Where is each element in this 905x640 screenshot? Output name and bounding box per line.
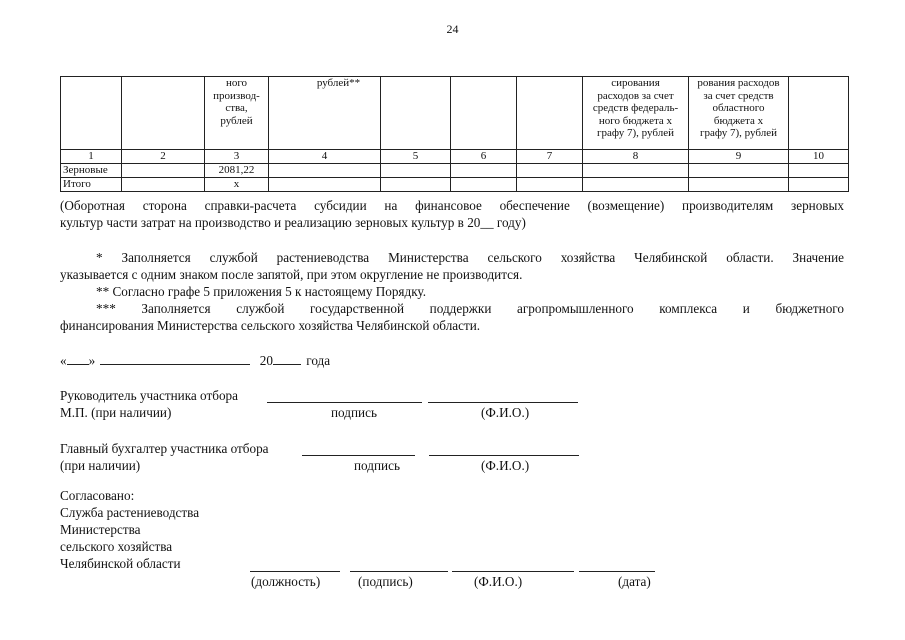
approval-caption-signature: (подпись) <box>358 574 413 589</box>
table-cell <box>122 178 205 192</box>
accountant-name-caption: (Ф.И.О.) <box>481 458 530 473</box>
header-cell: ного производ- ства, рублей <box>205 77 269 150</box>
head-label: Руководитель участника отбора <box>60 388 238 403</box>
header-cell <box>381 77 451 150</box>
approval-line: сельского хозяйства <box>60 539 173 554</box>
table-cell: х <box>205 178 269 192</box>
accountant-label: Главный бухгалтер участника отбора <box>60 441 269 456</box>
approval-caption-name: (Ф.И.О.) <box>474 574 523 589</box>
table-cell <box>451 164 517 178</box>
table-cell <box>583 164 689 178</box>
approval-line: Служба растениеводства <box>60 505 200 520</box>
approval-position-line[interactable] <box>250 571 340 572</box>
column-number: 9 <box>689 150 789 164</box>
head-signature-line[interactable] <box>267 402 422 403</box>
table-cell <box>789 164 849 178</box>
approval-caption-date: (дата) <box>618 574 651 589</box>
header-cell <box>61 77 122 150</box>
subsidy-table <box>60 76 849 192</box>
accountant-name-line[interactable] <box>429 455 579 456</box>
head-name-line[interactable] <box>428 402 578 403</box>
approval-line: Челябинской области <box>60 556 181 571</box>
table-cell <box>517 178 583 192</box>
table-cell <box>789 178 849 192</box>
table-cell: Зерновые <box>61 164 122 178</box>
table-cell <box>269 178 381 192</box>
month-blank[interactable] <box>100 351 250 365</box>
year-suffix: года <box>306 353 331 368</box>
footnote-2: ** Согласно графе 5 приложения 5 к настоящему Порядку. <box>96 284 426 299</box>
footnote-1-line1: * Заполняется службой растениеводства Министерства сельского хозяйства Челябинской области. Значение <box>96 250 844 265</box>
header-cell: сирования расходов за счет средств федераль- ного бюджета х графу 7), рублей <box>583 77 689 150</box>
header-cell <box>517 77 583 150</box>
approval-date-line[interactable] <box>579 571 655 572</box>
accountant-signature-line[interactable] <box>302 455 415 456</box>
page-number: 24 <box>446 22 459 36</box>
date-line <box>60 351 330 369</box>
footnote-3-line1: *** Заполняется службой государственной поддержки агропромышленного комплекса и бюджетного <box>96 301 844 316</box>
quote-close: » <box>88 353 96 368</box>
year-blank[interactable] <box>273 351 301 365</box>
reverse-side-note-line2: культур части затрат на производство и реализацию зерновых культур в 20__ году) <box>60 215 526 230</box>
table-cell <box>689 164 789 178</box>
column-number: 3 <box>205 150 269 164</box>
header-cell <box>122 77 205 150</box>
table-cell <box>269 164 381 178</box>
column-number: 5 <box>381 150 451 164</box>
reverse-side-note-line1: (Оборотная сторона справки-расчета субсидии на финансовое обеспечение (возмещение) производителям зерновых <box>60 198 844 213</box>
year-prefix: 20 <box>259 353 273 368</box>
approval-name-line[interactable] <box>452 571 574 572</box>
column-number: 7 <box>517 150 583 164</box>
table-cell <box>381 164 451 178</box>
approval-signature-line[interactable] <box>350 571 448 572</box>
quote-open: « <box>60 353 67 368</box>
header-cell <box>451 77 517 150</box>
table-cell <box>517 164 583 178</box>
stamp-label: М.П. (при наличии) <box>60 405 172 420</box>
table-header-row <box>61 77 849 150</box>
column-number: 8 <box>583 150 689 164</box>
accountant-signature-caption: подпись <box>354 458 400 473</box>
column-number: 1 <box>61 150 122 164</box>
approval-line: Министерства <box>60 522 141 537</box>
column-number: 2 <box>122 150 205 164</box>
table-cell <box>381 178 451 192</box>
footnote-3-line2: финансирования Министерства сельского хозяйства Челябинской области. <box>60 318 481 333</box>
approval-line: Согласовано: <box>60 488 135 503</box>
column-number: 4 <box>269 150 381 164</box>
table-cell: Итого <box>61 178 122 192</box>
header-cell: рования расходов за счет средств областного бюджета х графу 7), рублей <box>689 77 789 150</box>
table-cell <box>122 164 205 178</box>
header-cell: рублей** <box>269 77 381 150</box>
accountant-sub: (при наличии) <box>60 458 141 473</box>
footnote-1-line2: указывается с одним знаком после запятой, при этом округление не производится. <box>60 267 523 282</box>
day-blank[interactable] <box>67 351 89 365</box>
head-signature-caption: подпись <box>331 405 377 420</box>
head-name-caption: (Ф.И.О.) <box>481 405 530 420</box>
table-cell: 2081,22 <box>205 164 269 178</box>
table-row <box>61 164 849 178</box>
table-cell <box>689 178 789 192</box>
column-number: 10 <box>789 150 849 164</box>
header-cell <box>789 77 849 150</box>
approval-caption-position: (должность) <box>251 574 321 589</box>
table-cell <box>451 178 517 192</box>
table-cell <box>583 178 689 192</box>
column-number: 6 <box>451 150 517 164</box>
column-number-row <box>61 150 849 164</box>
table-row <box>61 178 849 192</box>
